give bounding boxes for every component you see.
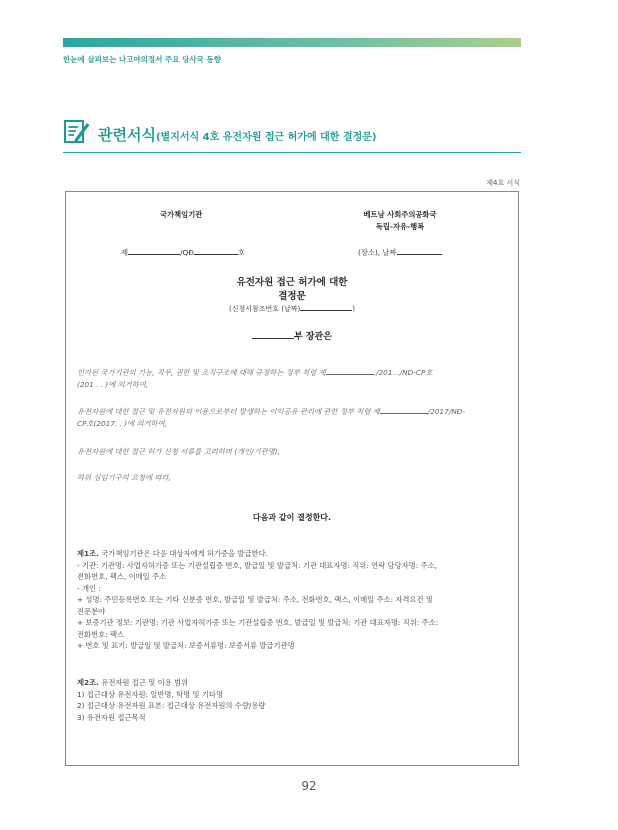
legal-basis-2-text: 유전자원에 대한 접근 및 유전자원의 이용으로부터 발생하는 이익공유 관리에 관한 정부 칙령 제 [77,407,380,416]
decision-heading: 다음과 같이 결정한다. [252,513,332,522]
legal-basis-1-line2: (201 . . )에 의거하여, [77,379,149,389]
ref-blank-2 [194,247,238,255]
article-1-line: 전화번호, 팩스, 이메일 주소 [77,572,167,581]
decision-title-line1: 유전자원 접근 허가에 대한 [236,277,348,288]
legal-basis-2-decree: /2017/NĐ- [427,407,465,416]
application-ref-blank [300,303,352,311]
ref-middle: /QĐ [180,248,194,257]
article-2 [77,677,509,723]
article-1-heading [77,548,509,560]
running-title: 한눈에 살펴보는 나고야의정서 주요 당사국 동향 [63,55,221,64]
ref-suffix: 호 [237,248,245,257]
article-2-line: 3) 유전자원 접근목적 [77,712,146,722]
section-title-main: 관련서식 [98,126,156,144]
reference-number [121,247,245,258]
country-motto: 독립-자유-행복 [375,222,425,231]
article-2-heading [77,677,509,689]
article-1-line: 전화번호: 팩스 [77,629,125,639]
article-2-line: 1) 접근대상 유전자원: 일반명, 학명 및 기타명 [77,689,224,699]
ref-prefix: 제 [121,248,129,257]
article-2-intro: 유전자원 접근 및 이용 범위 [98,678,189,687]
header-color-bar [63,38,521,47]
legal-basis-2-line2: CP호(2017. . )에 의거하여, [77,418,167,428]
application-reference [65,303,519,314]
legal-basis-1-text: 인가된 국가기관의 기능, 직무, 권한 및 조직구조에 대해 규정하는 정부 칙령 제 [77,368,326,377]
article-1-line: + 성명: 주민등록번호 또는 기타 신분증 번호, 발급일 및 발급처: 주소, 전화번호, 팩스, 이메일 주소: 자격요건 및 [77,595,433,604]
date-blank [397,247,442,255]
article-1 [77,548,509,652]
article-1-line: 전문분야 [77,606,106,616]
article-1-line: + 번호 및 표기: 발급일 및 발급처: 보증서류명: 보증서류 발급기관명 [77,641,295,650]
article-2-line: 2) 접근대상 유전자원 표본: 접근대상 유전자원의 수량/용량 [77,701,266,710]
legal-basis-1-decree: ./201…/ND-CP호 [373,368,433,377]
place-date-label: (장소), 날짜 [358,248,397,257]
article-1-line: - 기관: 기관명: 사업자허가증 또는 기관설립증 번호, 발급일 및 발급처: 기관 대표자명: 직위: 연락 담당자명: 주소, [77,560,437,570]
application-ref-label: (신청서참조번호 (날짜) [228,305,301,313]
country-name: 베트남 사회주의공화국 [363,210,437,219]
issuing-agency: 국가책임기관 [160,210,203,219]
decree-blank-1 [326,367,374,375]
decision-title-line2: 결정문 [278,291,306,302]
legal-basis-4: 하위 심임기구의 요청에 따라, [77,473,171,482]
page-number: 92 [301,779,317,793]
decree-blank-2 [380,406,428,414]
place-date [358,247,442,258]
ref-blank-1 [128,247,180,255]
legal-basis-3: 유전자원에 대한 접근 허가 신청 서류를 고려하며 (개인/기관명), [77,447,280,456]
minister-label: 부 장관은 [294,332,332,342]
legal-basis-1-line1 [77,367,509,379]
legal-basis-2 [77,406,509,429]
article-2-title: 제2조. [77,678,99,687]
ministry-blank [252,331,294,339]
application-ref-close: ) [352,305,355,313]
form-number: 제4호 서식 [486,179,520,187]
article-1-title: 제1조. [77,549,99,558]
article-1-intro: 국가책임기관은 다음 대상자에게 허가증을 발급한다. [98,549,268,558]
document-pen-icon [64,118,90,144]
section-divider [63,152,521,153]
article-1-line: + 보증기관 정보: 기관명: 기관 사업자허가증 또는 기관설립증 번호, 발급일 및 발급처: 기관 대표자명: 직위: 주소: [77,618,439,627]
legal-basis-2-line1 [77,406,509,418]
legal-basis-1 [77,367,509,390]
minister-line [65,329,519,342]
section-title [98,124,377,145]
section-subtitle: (별지서식 4호 유전자원 접근 허가에 대한 결정문) [155,132,377,143]
article-1-line: - 개인 : [77,583,101,593]
